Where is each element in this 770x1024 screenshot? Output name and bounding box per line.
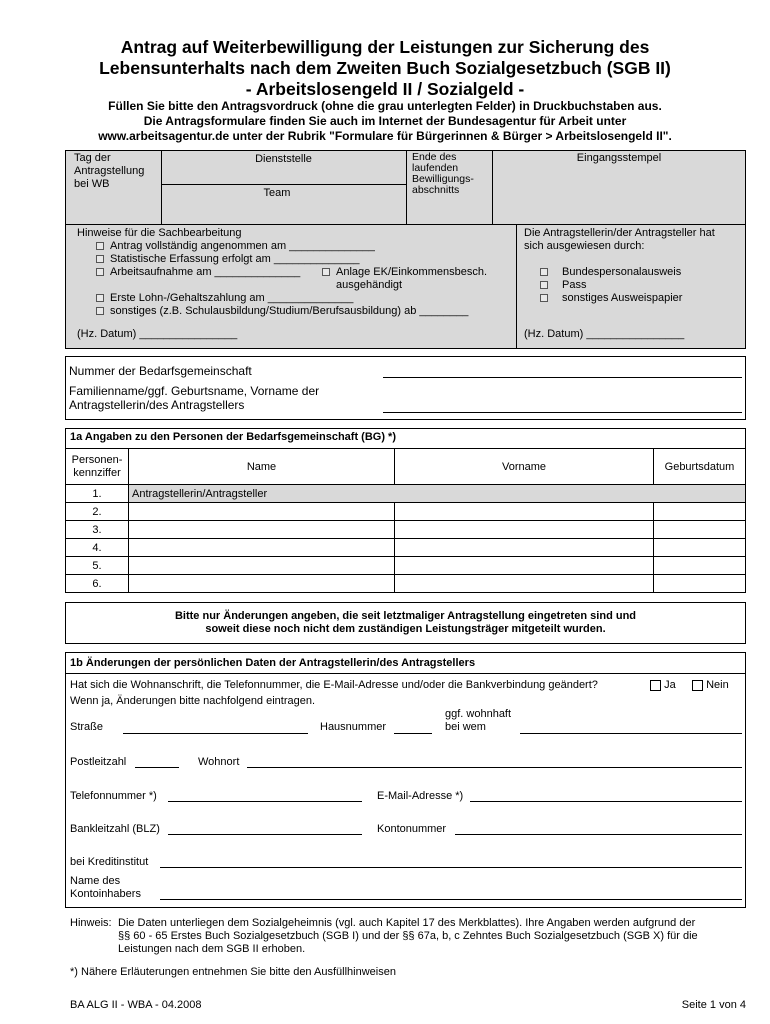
nein-checkbox[interactable] bbox=[692, 680, 703, 691]
kontoinhaber-field[interactable] bbox=[160, 899, 742, 900]
strasse-label: Straße bbox=[70, 721, 104, 733]
page-number: Seite 1 von 4 bbox=[681, 999, 746, 1011]
ende-bewilligung-label: Ende des laufenden Bewilligungs- abschnitts bbox=[412, 151, 474, 196]
name-cell[interactable] bbox=[129, 503, 395, 521]
applicant-row-label: Antragstellerin/Antragsteller bbox=[129, 485, 746, 503]
table-row bbox=[66, 539, 746, 557]
form-title-line1: Antrag auf Weiterbewilligung der Leistungen zur Sicherung des bbox=[120, 37, 650, 57]
blz-field[interactable] bbox=[168, 834, 362, 835]
wohnhaft-field[interactable] bbox=[520, 733, 742, 734]
row-number: 2. bbox=[66, 503, 129, 521]
dienststelle-label: Dienststelle bbox=[255, 153, 312, 165]
instructions-line1: Füllen Sie bitte den Antragsvordruck (ohne die grau unterlegten Felder) in Druckbuchstaben aus. bbox=[108, 99, 662, 113]
kontonummer-field[interactable] bbox=[455, 834, 742, 835]
ausweis-pass: Pass bbox=[540, 279, 586, 292]
email-label: E-Mail-Adresse *) bbox=[377, 790, 464, 802]
applicant-name-field[interactable] bbox=[383, 412, 742, 413]
wohnort-field[interactable] bbox=[247, 767, 742, 768]
col-header-kennziffer: Personen- kennziffer bbox=[66, 449, 129, 485]
row-number: 1. bbox=[66, 485, 129, 503]
name-cell[interactable] bbox=[129, 539, 395, 557]
table-row bbox=[66, 503, 746, 521]
form-id: BA ALG II - WBA - 04.2008 bbox=[70, 999, 202, 1011]
row-number: 3. bbox=[66, 521, 129, 539]
hz-datum-left: (Hz. Datum) ________________ bbox=[77, 328, 238, 340]
hz-datum-right: (Hz. Datum) ________________ bbox=[524, 328, 685, 340]
row-number: 6. bbox=[66, 575, 129, 593]
vorname-cell[interactable] bbox=[395, 503, 654, 521]
checkbox-arbeitsaufnahme[interactable] bbox=[96, 268, 104, 276]
checkbox-pass[interactable] bbox=[540, 281, 548, 289]
table-row bbox=[66, 557, 746, 575]
instructions-line3: www.arbeitsagentur.de unter der Rubrik "Formulare für Bürgerinnen & Bürger > Arbeitslosengeld II". bbox=[98, 129, 672, 143]
geburtsdatum-cell[interactable] bbox=[654, 575, 746, 593]
change-question: Hat sich die Wohnanschrift, die Telefonnummer, die E-Mail-Adresse und/oder die Bankverbindung geändert? bbox=[70, 679, 598, 691]
geburtsdatum-cell[interactable] bbox=[654, 557, 746, 575]
geburtsdatum-cell[interactable] bbox=[654, 539, 746, 557]
row-number: 5. bbox=[66, 557, 129, 575]
telefon-field[interactable] bbox=[168, 801, 362, 802]
table-row bbox=[66, 485, 746, 503]
geburtsdatum-cell[interactable] bbox=[654, 521, 746, 539]
vorname-cell[interactable] bbox=[395, 539, 654, 557]
instructions-line2: Die Antragsformulare finden Sie auch im Internet der Bundesagentur für Arbeit unter bbox=[143, 114, 627, 128]
kontonummer-label: Kontonummer bbox=[377, 823, 447, 835]
table-row bbox=[66, 521, 746, 539]
nein-option[interactable]: Nein bbox=[692, 679, 729, 692]
notice-line2: soweit diese noch nicht dem zuständigen Leistungsträger mitgeteilt wurden. bbox=[205, 623, 606, 635]
hinweis-lohnzahlung: Erste Lohn-/Gehaltszahlung am ______________ bbox=[96, 292, 353, 305]
blz-label: Bankleitzahl (BLZ) bbox=[70, 823, 160, 835]
bg-number-label: Nummer der Bedarfsgemeinschaft bbox=[69, 364, 252, 378]
ausweis-bundespersonalausweis: Bundespersonalausweis bbox=[540, 266, 681, 279]
ja-option[interactable]: Ja bbox=[650, 679, 676, 692]
applicant-name-label: Familienname/ggf. Geburtsname, Vorname der Antragstellerin/des Antragstellers bbox=[69, 384, 320, 412]
vorname-cell[interactable] bbox=[395, 521, 654, 539]
change-hint: Wenn ja, Änderungen bitte nachfolgend eintragen. bbox=[70, 695, 316, 707]
ja-checkbox[interactable] bbox=[650, 680, 661, 691]
table-row bbox=[66, 575, 746, 593]
kontoinhaber-label: Name des Kontoinhabers bbox=[70, 875, 141, 900]
anlage-ek-line2: ausgehändigt bbox=[336, 279, 403, 291]
email-field[interactable] bbox=[470, 801, 742, 802]
name-cell[interactable] bbox=[129, 521, 395, 539]
col-header-vorname: Vorname bbox=[395, 449, 654, 485]
eingangsstempel-label: Eingangsstempel bbox=[576, 152, 662, 164]
hinweis-statistik: Statistische Erfassung erfolgt am ______________ bbox=[96, 253, 360, 266]
hausnummer-label: Hausnummer bbox=[320, 721, 387, 733]
bg-persons-table bbox=[65, 448, 746, 593]
geburtsdatum-cell[interactable] bbox=[654, 503, 746, 521]
section-1a-title: 1a Angaben zu den Personen der Bedarfsgemeinschaft (BG) *) bbox=[70, 431, 396, 443]
col-header-geburtsdatum: Geburtsdatum bbox=[654, 449, 746, 485]
hinweis-arbeitsaufnahme: Arbeitsaufnahme am ______________ bbox=[96, 266, 300, 279]
name-cell[interactable] bbox=[129, 557, 395, 575]
hinweis-sonstiges: sonstiges (z.B. Schulausbildung/Studium/Berufsausbildung) ab ________ bbox=[96, 305, 468, 318]
checkbox-anlage-ek[interactable] bbox=[322, 268, 330, 276]
ausweis-sonstiges: sonstiges Ausweispapier bbox=[540, 292, 682, 305]
plz-label: Postleitzahl bbox=[70, 756, 127, 768]
footnote: *) Nähere Erläuterungen entnehmen Sie bitte den Ausfüllhinweisen bbox=[70, 966, 396, 978]
team-label: Team bbox=[263, 187, 291, 199]
hinweise-title: Hinweise für die Sachbearbeitung bbox=[77, 227, 242, 239]
hinweis-text: Die Daten unterliegen dem Sozialgeheimnis (vgl. auch Kapitel 17 des Merkblattes). Ihre Angaben werden aufgrund der §§ 60 - 65 Erstes Buch Sozialgesetzbuch (SGB I) und der §§ 67a, b, c Zehntes Buch Sozialgesetzbuch (SGB X) für die Leistungen nach dem SGB II erhoben. bbox=[118, 917, 698, 955]
kreditinstitut-label: bei Kreditinstitut bbox=[70, 856, 149, 868]
checkbox-sonstiges-ausweis[interactable] bbox=[540, 294, 548, 302]
hausnummer-field[interactable] bbox=[394, 733, 432, 734]
checkbox-personalausweis[interactable] bbox=[540, 268, 548, 276]
ausgewiesen-label: Die Antragstellerin/der Antragsteller hat sich ausgewiesen durch: bbox=[524, 227, 715, 252]
form-title-line2: Lebensunterhalts nach dem Zweiten Buch Sozialgesetzbuch (SGB II) bbox=[99, 58, 671, 78]
bg-number-field[interactable] bbox=[383, 377, 742, 378]
tag-antragstellung-label: Tag der Antragstellung bei WB bbox=[74, 152, 145, 190]
checkbox-antrag-angenommen[interactable] bbox=[96, 242, 104, 250]
vorname-cell[interactable] bbox=[395, 575, 654, 593]
row-number: 4. bbox=[66, 539, 129, 557]
wohnort-label: Wohnort bbox=[198, 756, 240, 768]
name-cell[interactable] bbox=[129, 575, 395, 593]
form-title-line3: - Arbeitslosengeld II / Sozialgeld - bbox=[245, 79, 525, 99]
section-1b-title: 1b Änderungen der persönlichen Daten der Antragstellerin/des Antragstellers bbox=[70, 657, 476, 669]
col-header-name: Name bbox=[129, 449, 395, 485]
hinweis-antrag-angenommen: Antrag vollständig angenommen am ______________ bbox=[96, 240, 375, 253]
wohnhaft-label: ggf. wohnhaft bei wem bbox=[445, 708, 512, 733]
checkbox-sonstiges[interactable] bbox=[96, 307, 104, 315]
strasse-field[interactable] bbox=[123, 733, 308, 734]
notice-line1: Bitte nur Änderungen angeben, die seit letztmaliger Antragstellung eingetreten sind und bbox=[174, 610, 637, 622]
telefon-label: Telefonnummer *) bbox=[70, 790, 157, 802]
vorname-cell[interactable] bbox=[395, 557, 654, 575]
hinweis-anlage-ek: Anlage EK/Einkommensbesch. bbox=[322, 266, 487, 279]
kreditinstitut-field[interactable] bbox=[160, 867, 742, 868]
checkbox-lohnzahlung[interactable] bbox=[96, 294, 104, 302]
plz-field[interactable] bbox=[135, 767, 179, 768]
checkbox-statistik[interactable] bbox=[96, 255, 104, 263]
hinweis-label: Hinweis: bbox=[70, 917, 112, 929]
